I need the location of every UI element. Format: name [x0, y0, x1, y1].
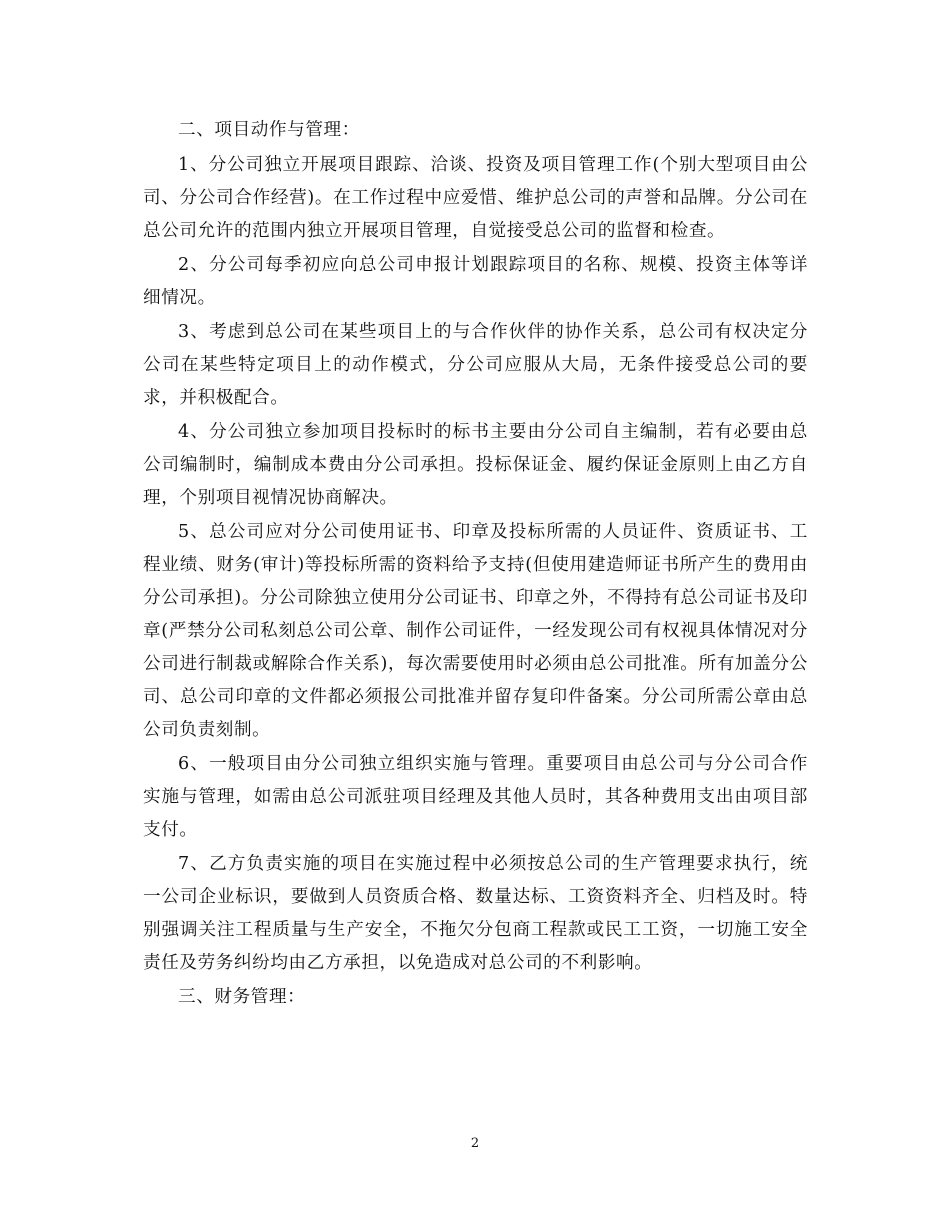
paragraph-6: 6、一般项目由分公司独立组织实施与管理。重要项目由总公司与分公司合作实施与管理，如需由总公司派驻项目经理及其他人员时，其各种费用支出由项目部支付。 [143, 754, 808, 840]
section-heading-finance: 三、财务管理： [178, 987, 306, 1007]
page-body [143, 114, 808, 1016]
paragraph-7: 7、乙方负责实施的项目在实施过程中必须按总公司的生产管理要求执行，统一公司企业标识，要做到人员资质合格、数量达标、工资资料齐全、归档及时。特别强调关注工程质量与生产安全，不拖欠分包商工程款或民工工资，一切施工安全责任及劳务纠纷均由乙方承担，以免造成对总公司的不利影响。 [143, 854, 808, 973]
section-heading-project-operation: 二、项目动作与管理： [178, 120, 360, 140]
paragraph-1: 1、分公司独立开展项目跟踪、洽谈、投资及项目管理工作(个别大型项目由公司、分公司合作经营)。在工作过程中应爱惜、维护总公司的声誉和品牌。分公司在总公司允许的范围内独立开展项目管理，自觉接受总公司的监督和检查。 [143, 155, 808, 241]
paragraph-3: 3、考虑到总公司在某些项目上的与合作伙伴的协作关系，总公司有权决定分公司在某些特定项目上的动作模式，分公司应服从大局，无条件接受总公司的要求，并积极配合。 [143, 322, 808, 408]
paragraph-5: 5、总公司应对分公司使用证书、印章及投标所需的人员证件、资质证书、工程业绩、财务(审计)等投标所需的资料给予支持(但使用建造师证书所产生的费用由分公司承担)。分公司除独立使用分公司证书、印章之外，不得持有总公司证书及印章(严禁分公司私刻总公司公章、制作公司证件，一经发现公司有权视具体情况对分公司进行制裁或解除合作关系)，每次需要使用时必须由总公司批准。所有加盖分公司、总公司印章的文件都必须报公司批准并留存复印件备案。分公司所需公章由总公司负责刻制。 [143, 522, 808, 740]
paragraph-4: 4、分公司独立参加项目投标时的标书主要由分公司自主编制，若有必要由总公司编制时，编制成本费由分公司承担。投标保证金、履约保证金原则上由乙方自理，个别项目视情况协商解决。 [143, 422, 808, 508]
paragraph-2: 2、分公司每季初应向总公司申报计划跟踪项目的名称、规模、投资主体等详细情况。 [143, 255, 808, 308]
page-number: 2 [470, 1136, 480, 1151]
